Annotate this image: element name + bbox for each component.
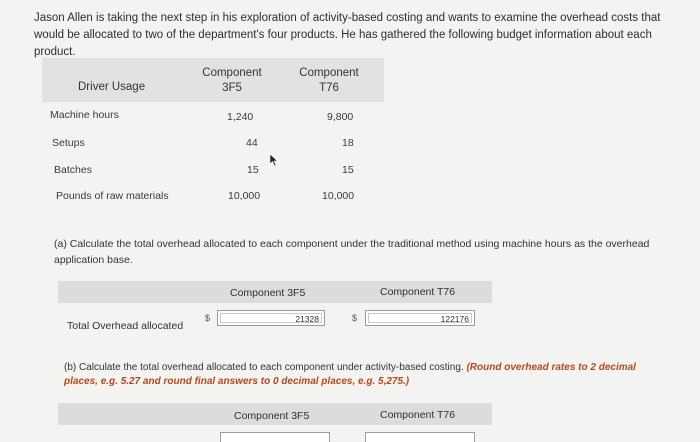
part-b-question [64,361,664,389]
total-overhead-label: Total Overhead allocated [67,320,184,332]
cell-3f5-batches: 15 [247,164,259,176]
driver-table-header [42,58,384,102]
part-a-header-3f5: Component 3F5 [230,287,306,299]
cell-3f5-pounds: 10,000 [228,190,261,202]
part-b-header-t76: Component T76 [380,409,456,421]
part-a-question: (a) Calculate the total overhead allocated to each component under the traditional method using machine hours as the overhead application base. [54,238,650,266]
part-b-text: (b) Calculate the total overhead allocated to each component under activity-based costing. [64,362,464,373]
cell-3f5-machine-hours: 1,240 [227,111,254,123]
part-a-header-t76: Component T76 [380,286,456,298]
cell-t76-setups: 18 [342,137,354,149]
row-label-machine-hours: Machine hours [50,109,119,121]
header-component-3f5: Component 3F5 [202,67,262,94]
cell-t76-batches: 15 [342,164,354,176]
cell-t76-machine-hours: 9,800 [327,111,354,123]
currency-symbol-t76: $ [352,313,358,323]
row-label-setups: Setups [52,137,85,149]
currency-symbol-3f5: $ [205,313,211,323]
part-b-header-3f5: Component 3F5 [234,410,310,422]
driver-usage-table [42,58,384,208]
part-b-answer-input-3f5[interactable] [220,432,330,442]
answer-input-t76[interactable]: 122176 [365,310,475,326]
header-component-t76: Component T76 [299,67,359,94]
header-driver-usage: Driver Usage [78,81,146,93]
part-b-rounding-instruction: (Round overhead rates to 2 decimal places, e.g. 5.27 and round final answers to 0 decimal places, e.g. 5,275.) [64,362,636,387]
mouse-pointer-icon [269,153,279,167]
problem-intro: Jason Allen is taking the next step in his exploration of activity-based costing and wants to examine the overhead costs that would be allocated to two of the department's four products. He has gathered the following budget information about each product. [34,12,661,58]
part-b-answer-input-t76[interactable] [365,432,475,442]
row-label-pounds-raw-materials: Pounds of raw materials [56,190,169,202]
answer-input-3f5[interactable]: 21328 [217,310,325,326]
cell-3f5-setups: 44 [246,137,258,149]
cell-t76-pounds: 10,000 [322,190,355,202]
row-label-batches: Batches [54,164,92,176]
